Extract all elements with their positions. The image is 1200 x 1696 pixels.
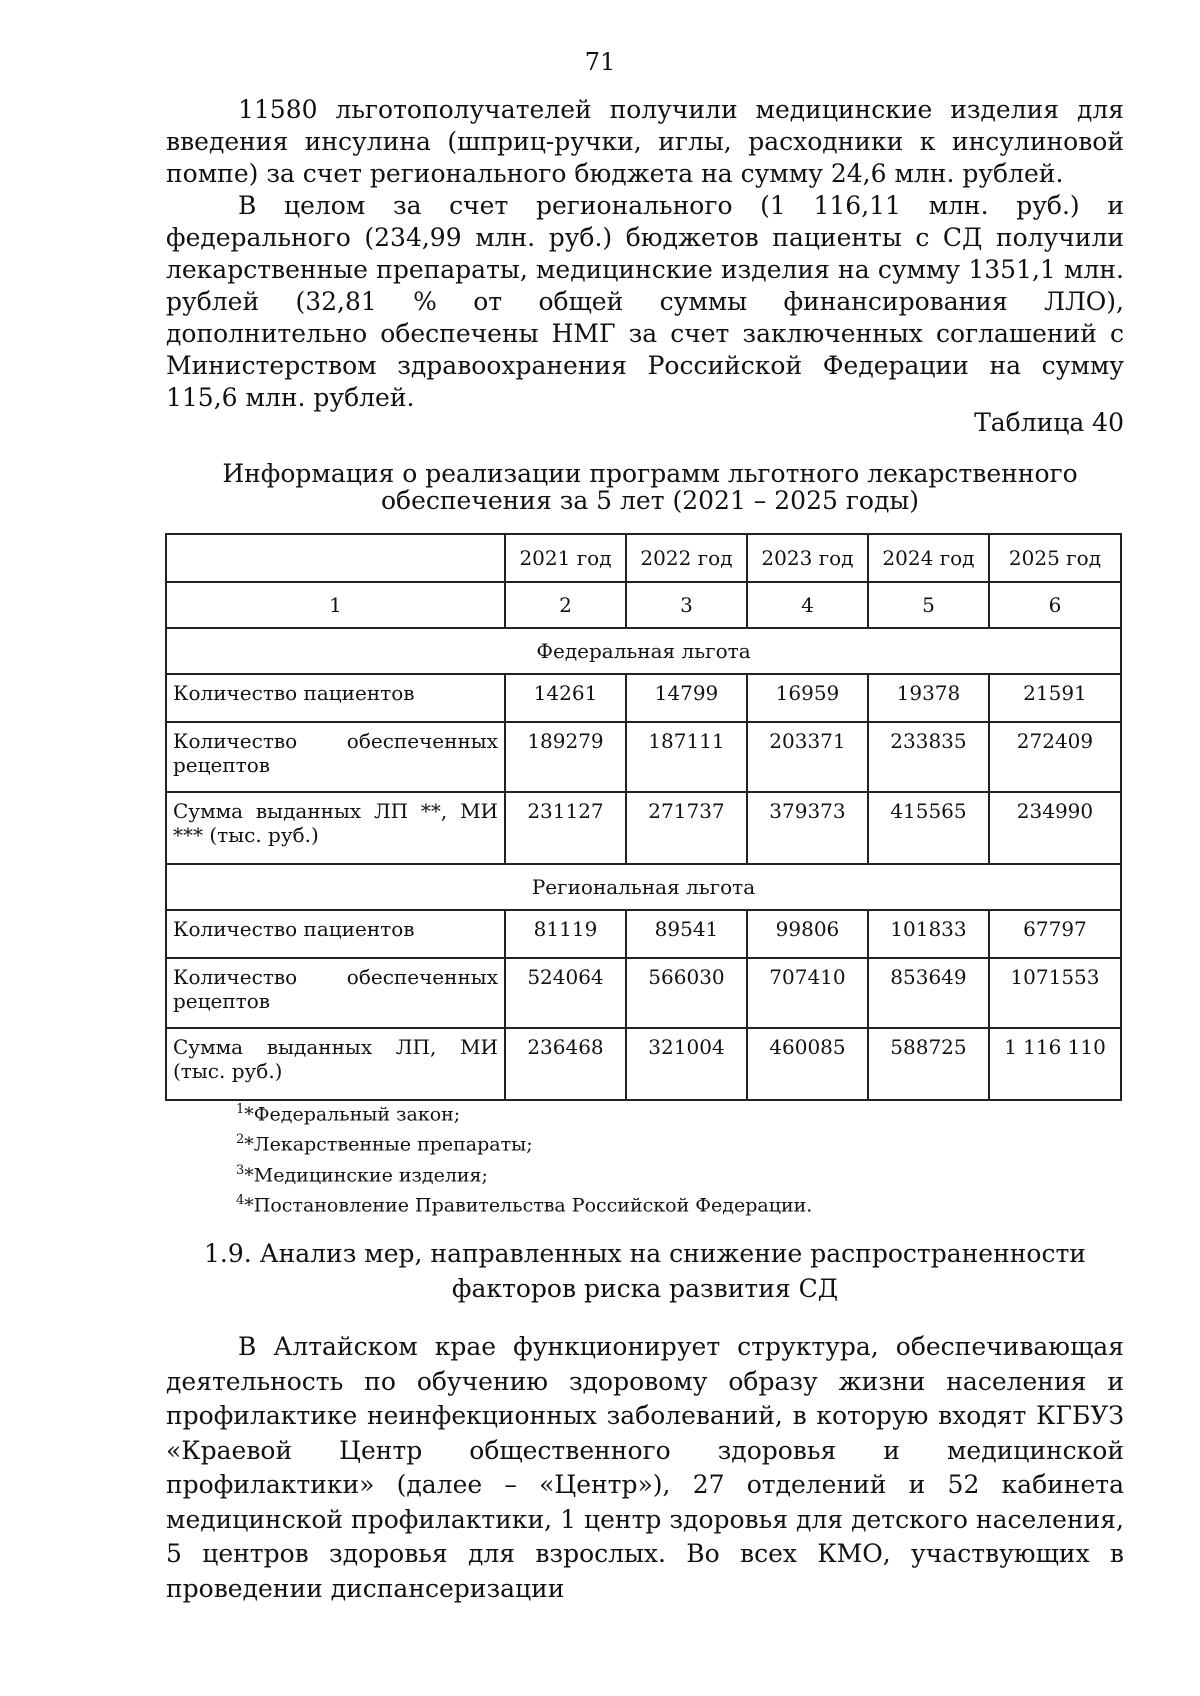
table-title-line-1: Информация о реализации программ льготного лекарственного (222, 459, 1078, 488)
footnote-mark: 4 (236, 1192, 245, 1208)
table-cell: 321004 (626, 1028, 747, 1100)
footnote-mark: 2 (236, 1132, 245, 1148)
section-row-regional (166, 864, 1121, 910)
benefits-table (165, 533, 1122, 1101)
table-title (200, 460, 1100, 514)
paragraph-prevention-structure: В Алтайском крае функционирует структура, обеспечивающая деятельность по обучению здоровому образу жизни населения и профилактике неинфекционных заболеваний, в которую входят КГБУЗ «Краевой Центр общественного здоровья и медицинской профилактики» (далее – «Центр»), 27 отделений и 52 кабинета медицинской профилактики, 1 центр здоровья для детского населения, 5 центров здоровья для взрослых. Во всех КМО, участвующих в проведении диспансеризации (166, 1332, 1124, 1603)
table-header-row (166, 534, 1121, 582)
table-cell: 101833 (868, 910, 989, 958)
row-label-line-1: Сумма выданных ЛП **, МИ (173, 799, 498, 823)
row-label-line-1: Сумма выданных ЛП, МИ (173, 1035, 498, 1059)
page-number: 71 (584, 48, 616, 76)
footnote (236, 1097, 812, 1127)
table-row (166, 674, 1121, 722)
table-cell: 415565 (868, 792, 989, 864)
section-heading-line-1: 1.9. Анализ мер, направленных на снижение распространенности (204, 1239, 1086, 1268)
col-number-cell: 4 (747, 582, 868, 628)
table-cell: 89541 (626, 910, 747, 958)
table-cell: 187111 (626, 722, 747, 792)
row-label: Количество пациентов (166, 674, 505, 722)
row-label: Количество пациентов (166, 910, 505, 958)
table-row (166, 910, 1121, 958)
row-label-line-1: Количество обеспеченных (173, 965, 498, 989)
table-cell: 203371 (747, 722, 868, 792)
row-label (166, 792, 505, 864)
row-label (166, 1028, 505, 1100)
table-cell: 460085 (747, 1028, 868, 1100)
footnote (236, 1188, 812, 1218)
table-cell: 236468 (505, 1028, 626, 1100)
table-number: Таблица 40 (974, 408, 1124, 437)
footnote-text: *Медицинские изделия; (244, 1163, 488, 1186)
table-cell: 99806 (747, 910, 868, 958)
table-cell: 234990 (989, 792, 1121, 864)
header-cell-2025: 2025 год (989, 534, 1121, 582)
table-cell: 1071553 (989, 958, 1121, 1028)
table-row (166, 722, 1121, 792)
table-row (166, 958, 1121, 1028)
row-label-line-2: (тыс. руб.) (173, 1059, 283, 1083)
paragraph-insulin-devices: 11580 льготополучателей получили медицинские изделия для введения инсулина (шприц-ручки, иглы, расходники к инсулиновой помпе) за счет регионального бюджета на сумму 24,6 млн. рублей. (166, 95, 1124, 188)
table-row (166, 792, 1121, 864)
footnote-text: *Постановление Правительства Российской Федерации. (244, 1194, 813, 1217)
row-label-line-2: *** (тыс. руб.) (173, 823, 319, 847)
table-cell: 566030 (626, 958, 747, 1028)
column-number-row (166, 582, 1121, 628)
footnote-mark: 3 (236, 1162, 245, 1178)
table-cell: 379373 (747, 792, 868, 864)
section-heading-line-2: факторов риска развития СД (451, 1274, 839, 1303)
paragraph-total-funding: В целом за счет регионального (1 116,11 млн. руб.) и федерального (234,99 млн. руб.) бюджетов пациенты с СД получили лекарственные препараты, медицинские изделия на сумму 1351,1 млн. рублей (32,81 % от общей суммы финансирования ЛЛО), дополнительно обеспечены НМГ за счет заключенных соглашений с Министерством здравоохранения Российской Федерации на сумму 115,6 млн. рублей. (166, 191, 1124, 412)
header-cell-empty (166, 534, 505, 582)
table-title-line-2: обеспечения за 5 лет (2021 – 2025 годы) (380, 486, 920, 515)
header-cell-2023: 2023 год (747, 534, 868, 582)
header-cell-2021: 2021 год (505, 534, 626, 582)
header-cell-2022: 2022 год (626, 534, 747, 582)
table-cell: 67797 (989, 910, 1121, 958)
table-cell: 14261 (505, 674, 626, 722)
section-heading (166, 1236, 1124, 1306)
row-label-line-2: рецептов (173, 989, 271, 1013)
footnote-mark: 1 (236, 1102, 245, 1117)
col-number-cell: 2 (505, 582, 626, 628)
table-cell: 524064 (505, 958, 626, 1028)
table-cell: 272409 (989, 722, 1121, 792)
footnote (236, 1127, 812, 1157)
footnote (236, 1158, 812, 1188)
section-title-regional: Региональная льгота (166, 864, 1121, 910)
col-number-cell: 3 (626, 582, 747, 628)
table-cell: 81119 (505, 910, 626, 958)
table-cell: 233835 (868, 722, 989, 792)
footnotes (236, 1097, 812, 1218)
footnote-text: *Федеральный закон; (244, 1103, 461, 1126)
table-row (166, 1028, 1121, 1100)
row-label-line-2: рецептов (173, 753, 271, 777)
table-cell: 231127 (505, 792, 626, 864)
table-cell: 853649 (868, 958, 989, 1028)
table-cell: 271737 (626, 792, 747, 864)
section-title-federal: Федеральная льгота (166, 628, 1121, 674)
table-cell: 16959 (747, 674, 868, 722)
table-cell: 14799 (626, 674, 747, 722)
section-row-federal (166, 628, 1121, 674)
table-cell: 707410 (747, 958, 868, 1028)
col-number-cell: 6 (989, 582, 1121, 628)
row-label (166, 722, 505, 792)
footnote-text: *Лекарственные препараты; (244, 1133, 533, 1156)
row-label-line-1: Количество обеспеченных (173, 729, 498, 753)
table-cell: 19378 (868, 674, 989, 722)
col-number-cell: 5 (868, 582, 989, 628)
table-cell: 1 116 110 (989, 1028, 1121, 1100)
col-number-cell: 1 (166, 582, 505, 628)
row-label (166, 958, 505, 1028)
table-cell: 189279 (505, 722, 626, 792)
header-cell-2024: 2024 год (868, 534, 989, 582)
table-cell: 21591 (989, 674, 1121, 722)
table-cell: 588725 (868, 1028, 989, 1100)
